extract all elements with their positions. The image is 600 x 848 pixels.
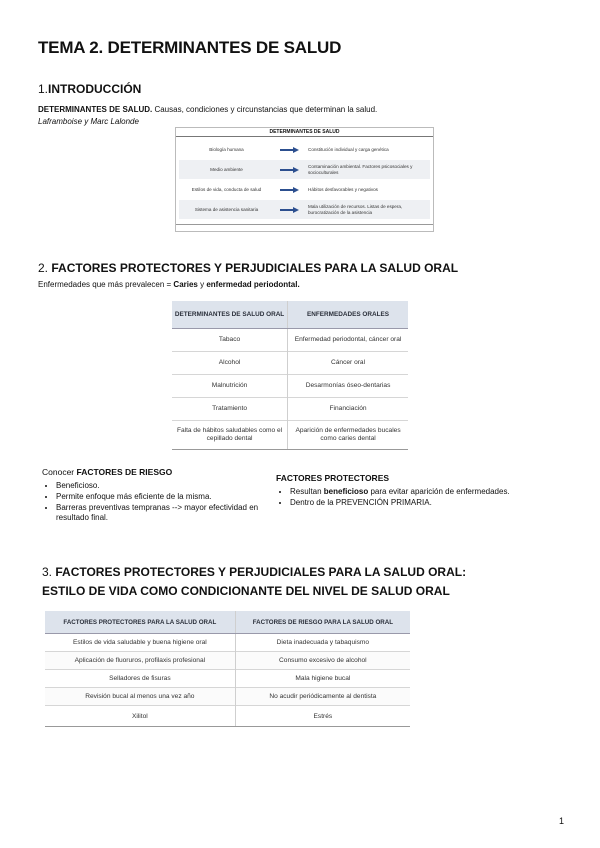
protective-factors-block [276,473,566,509]
section-2-number: 2. [38,261,49,275]
protective-factors-list [276,487,566,508]
page-number: 1 [559,816,565,826]
table-cell: Falta de hábitos saludables como el cepillado dental [172,421,288,450]
risk-factors-label [42,467,267,477]
determinants-figure [175,127,434,232]
section-3-title-2: ESTILO DE VIDA COMO CONDICIONANTE DEL NIVEL DE SALUD ORAL [42,584,450,598]
intro-text: Enfermedades que más prevalecen = [38,280,174,289]
table-cell: Financiación [288,398,408,421]
table-cell: Desarmonías óseo-dentarias [288,375,408,398]
definition-text: Causas, condiciones y circunstancias que determinan la salud. [152,105,378,114]
protective-factors-label: FACTORES PROTECTORES [276,473,390,483]
section-3-heading-line-1 [42,563,466,582]
intro-and: y [197,280,207,289]
section-3-number: 3. [42,565,53,579]
table-row [172,375,408,398]
definition-term: DETERMINANTES DE SALUD. [38,105,153,114]
list-item: • Beneficioso. [56,481,267,491]
risk-factors-block [42,467,267,524]
section-2-title: FACTORES PROTECTORES Y PERJUDICIALES PARA LA SALUD ORAL [51,261,459,275]
figure-row-left: Medio ambiente [210,166,243,172]
table-row [45,670,410,688]
table-cell: No acudir periódicamente al dentista [235,688,410,706]
intro-bold-periodontal: enfermedad periodontal. [206,280,300,289]
table-row [172,352,408,375]
table-cell: Aparición de enfermedades bucales como caries dental [288,421,408,450]
authors-line: Laframboise y Marc Lalonde [38,117,139,126]
figure-row [179,200,430,219]
figure-row-left: Biología humana [209,146,244,152]
arrow-right-icon [280,147,302,153]
list-item-text: Resultan [290,487,324,496]
table-cell: Enfermedad periodontal, cáncer oral [288,329,408,352]
oral-determinants-table [172,301,408,450]
figure-row-left: Estilos de vida, conducta de salud [191,186,262,192]
figure-row [179,160,430,179]
list-item: • Permite enfoque más eficiente de la misma. [56,492,267,502]
table-cell: Cáncer oral [288,352,408,375]
table-cell: Revisión bucal al menos una vez año [45,688,235,706]
section-1-title: INTRODUCCIÓN [48,82,142,96]
table-row [172,329,408,352]
table-cell: Estilos de vida saludable y buena higiene oral [45,634,235,652]
list-item: • Barreras preventivas tempranas --> mayor efectividad en resultado final. [56,503,267,523]
table-cell: Tabaco [172,329,288,352]
definition-line [38,105,377,114]
list-item: • Dentro de la PREVENCIÓN PRIMARIA. [290,498,566,508]
section-3-heading [42,563,466,601]
section-1-heading [38,82,141,96]
table-header-cell: DETERMINANTES DE SALUD ORAL [172,301,288,329]
table-cell: Aplicación de fluoruros, profilaxis profesional [45,652,235,670]
figure-row-left: Sistema de asistencia sanitaria [194,206,259,212]
table-header-cell: FACTORES DE RIESGO PARA LA SALUD ORAL [235,611,410,634]
figure-row [179,140,430,159]
risk-prefix: Conocer [42,467,77,477]
figure-footer-band [176,224,433,231]
risk-factors-list [42,481,267,523]
table-cell: Malnutrición [172,375,288,398]
lifestyle-factors-table [45,611,410,727]
table-cell: Estrés [235,706,410,727]
intro-bold-caries: Caries [173,280,198,289]
risk-title: FACTORES DE RIESGO [76,467,173,477]
table-cell: Dieta inadecuada y tabaquismo [235,634,410,652]
table-header-row [172,301,408,329]
figure-row-right: Hábitos desfavorables y negativos [308,186,378,192]
section-3-title-1: FACTORES PROTECTORES Y PERJUDICIALES PARA LA SALUD ORAL: [55,565,467,579]
arrow-right-icon [280,187,302,193]
table-row [172,421,408,450]
table-row [45,634,410,652]
table-row [45,706,410,727]
table-header-row [45,611,410,634]
section-1-number: 1. [38,82,49,96]
table-header-cell: ENFERMEDADES ORALES [288,301,408,329]
table-header-cell: FACTORES PROTECTORES PARA LA SALUD ORAL [45,611,235,634]
table-cell: Mala higiene bucal [235,670,410,688]
section-2-intro [38,280,300,289]
table-row [45,652,410,670]
section-2-heading [38,261,458,275]
arrow-right-icon [280,167,302,173]
list-item-text: para evitar aparición de enfermedades. [368,487,510,496]
table-cell: Xilitol [45,706,235,727]
table-cell: Selladores de fisuras [45,670,235,688]
list-item [290,487,566,497]
table-cell: Tratamiento [172,398,288,421]
page-title: TEMA 2. DETERMINANTES DE SALUD [38,38,342,57]
list-item-bold: beneficioso [323,487,369,496]
arrow-right-icon [280,207,302,213]
table-row [172,398,408,421]
figure-row-right: Constitución individual y carga genética [308,146,389,152]
figure-row-right: Contaminación ambiental. Factores psicosociales y socioculturales [308,164,413,175]
figure-row-right: Mala utilización de recursos. Listas de espera, burocratización de la asistencia [308,204,403,215]
figure-title: DETERMINANTES DE SALUD [176,128,433,137]
table-cell: Alcohol [172,352,288,375]
figure-row [179,180,430,199]
table-row [45,688,410,706]
table-cell: Consumo excesivo de alcohol [235,652,410,670]
